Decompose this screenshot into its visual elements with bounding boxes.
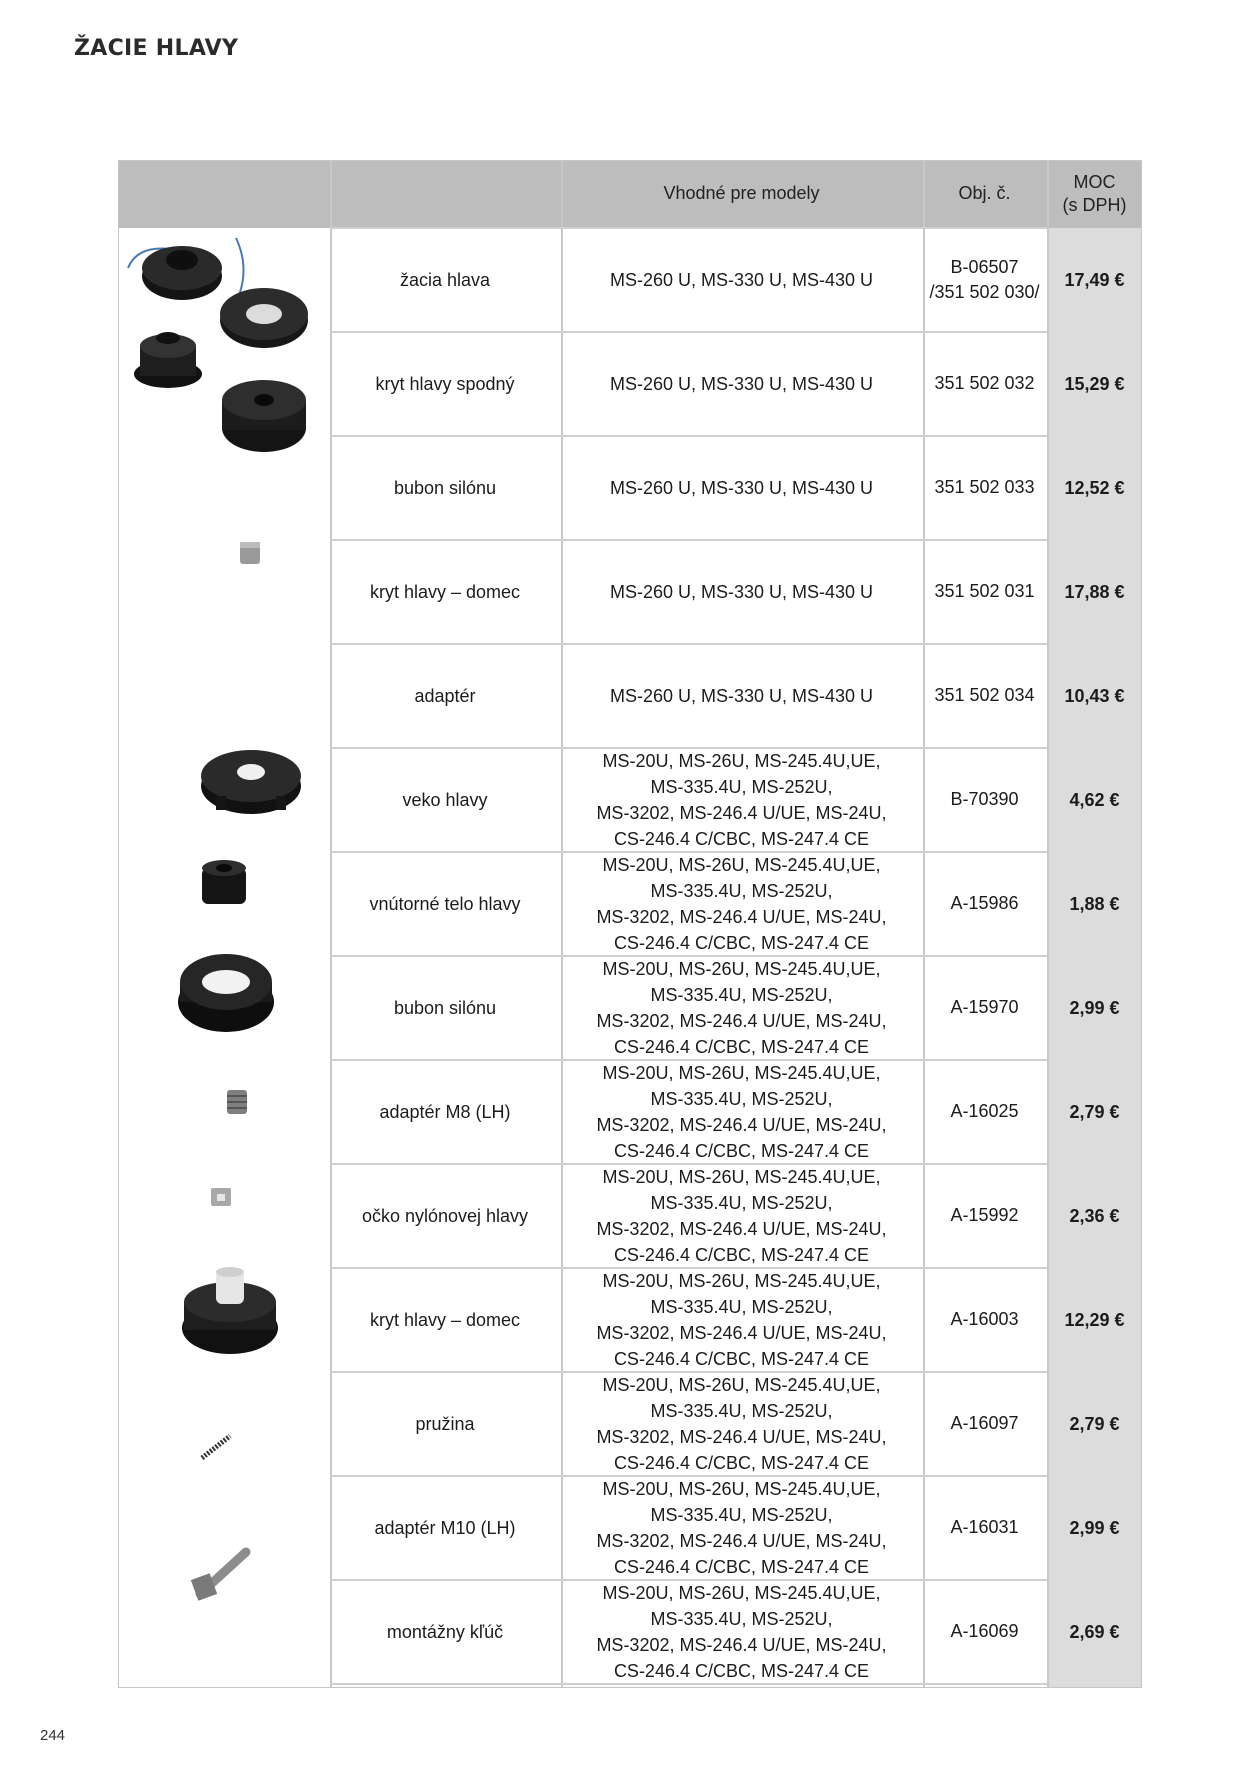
compatible-models: MS-260 U, MS-330 U, MS-430 U	[609, 581, 874, 602]
order-number: A-15970	[950, 997, 1019, 1018]
line-spool-image	[174, 946, 278, 1038]
order-number: B-70390	[950, 789, 1019, 810]
header-obj: Obj. č.	[958, 183, 1011, 204]
part-name: adaptér M8 (LH)	[379, 1101, 511, 1122]
row-divider	[330, 435, 1047, 437]
order-number: A-16069	[950, 1621, 1019, 1642]
part-name: žacia hlava	[399, 269, 491, 290]
order-number: A-15992	[950, 1205, 1019, 1226]
price: 2,36 €	[1069, 1205, 1120, 1226]
row-divider	[330, 1371, 1047, 1373]
table-row	[330, 436, 1142, 540]
column-divider	[923, 160, 925, 1688]
order-number: 351 502 032	[934, 373, 1035, 394]
table-header	[118, 160, 1142, 228]
line-eyelet-image	[208, 1184, 234, 1210]
column-divider	[561, 160, 563, 1688]
order-number: A-16003	[950, 1309, 1019, 1330]
parts-table	[118, 160, 1142, 1688]
trimmer-head-set-image	[118, 228, 330, 478]
order-number: 351 502 033	[934, 477, 1035, 498]
part-name: adaptér	[414, 685, 476, 706]
row-divider	[330, 643, 1047, 645]
table-row	[330, 1372, 1142, 1476]
table-row	[330, 1580, 1142, 1684]
part-name: kryt hlavy – domec	[369, 581, 521, 602]
price: 17,88 €	[1064, 581, 1125, 602]
order-number: B-06507 /351 502 030/	[929, 256, 1040, 302]
order-number: A-16097	[950, 1413, 1019, 1434]
table-row	[330, 1164, 1142, 1268]
table-row	[330, 748, 1142, 852]
page-title: ŽACIE HLAVY	[74, 36, 239, 61]
nut-image	[234, 536, 266, 568]
row-divider	[330, 227, 1047, 229]
price: 15,29 €	[1064, 373, 1125, 394]
table-row	[330, 228, 1142, 332]
part-name: montážny kľúč	[386, 1621, 504, 1642]
header-name	[330, 160, 560, 228]
compatible-models: MS-20U, MS-26U, MS-245.4U,UE, MS-335.4U, MS-252U, MS-3202, MS-246.4 U/UE, MS-24U, CS-246.4 C/CBC, MS-247.4 CE	[596, 1166, 887, 1266]
table-row	[330, 852, 1142, 956]
part-name: bubon silónu	[393, 477, 497, 498]
compatible-models: MS-20U, MS-26U, MS-245.4U,UE, MS-335.4U, MS-252U, MS-3202, MS-246.4 U/UE, MS-24U, CS-246.4 C/CBC, MS-247.4 CE	[596, 1270, 887, 1370]
mounting-key-image	[190, 1542, 256, 1608]
head-cover-image	[196, 740, 306, 824]
spring-image	[198, 1432, 234, 1462]
row-divider	[330, 331, 1047, 333]
row-divider	[330, 539, 1047, 541]
row-divider	[330, 1475, 1047, 1477]
part-name: kryt hlavy spodný	[375, 373, 515, 394]
part-name: kryt hlavy – domec	[369, 1309, 521, 1330]
page-number: 244	[40, 1727, 66, 1744]
order-number: A-16031	[950, 1517, 1019, 1538]
order-number: 351 502 034	[934, 685, 1035, 706]
order-number: 351 502 031	[934, 581, 1035, 602]
table-row	[330, 1476, 1142, 1580]
compatible-models: MS-20U, MS-26U, MS-245.4U,UE, MS-335.4U, MS-252U, MS-3202, MS-246.4 U/UE, MS-24U, CS-246.4 C/CBC, MS-247.4 CE	[596, 750, 887, 850]
table-row	[330, 540, 1142, 644]
column-divider	[1047, 160, 1049, 1688]
head-housing-image	[178, 1262, 282, 1358]
row-divider	[330, 851, 1047, 853]
order-number: A-15986	[950, 893, 1019, 914]
row-divider	[330, 955, 1047, 957]
header-price: MOC (s DPH)	[1062, 171, 1127, 215]
price: 2,79 €	[1069, 1101, 1120, 1122]
part-name: očko nylónovej hlavy	[361, 1205, 529, 1226]
price: 2,69 €	[1069, 1621, 1120, 1642]
compatible-models: MS-20U, MS-26U, MS-245.4U,UE, MS-335.4U, MS-252U, MS-3202, MS-246.4 U/UE, MS-24U, CS-246.4 C/CBC, MS-247.4 CE	[596, 958, 887, 1058]
compatible-models: MS-260 U, MS-330 U, MS-430 U	[609, 373, 874, 394]
price: 12,29 €	[1064, 1309, 1125, 1330]
row-divider	[330, 1683, 1047, 1685]
table-row	[330, 332, 1142, 436]
price: 12,52 €	[1064, 477, 1125, 498]
header-image	[118, 160, 330, 228]
table-row	[330, 956, 1142, 1060]
price: 2,79 €	[1069, 1413, 1120, 1434]
price: 4,62 €	[1069, 789, 1120, 810]
price: 2,99 €	[1069, 1517, 1120, 1538]
part-name: pružina	[415, 1413, 475, 1434]
adapter-m8-image	[224, 1086, 250, 1118]
header-models: Vhodné pre modely	[663, 183, 820, 204]
part-name: bubon silónu	[393, 997, 497, 1018]
column-divider	[330, 160, 332, 1688]
table-row	[330, 1268, 1142, 1372]
row-divider	[330, 1059, 1047, 1061]
table-row	[330, 1060, 1142, 1164]
compatible-models: MS-20U, MS-26U, MS-245.4U,UE, MS-335.4U, MS-252U, MS-3202, MS-246.4 U/UE, MS-24U, CS-246.4 C/CBC, MS-247.4 CE	[596, 1062, 887, 1162]
price: 1,88 €	[1069, 893, 1120, 914]
row-divider	[330, 1579, 1047, 1581]
part-name: vnútorné telo hlavy	[369, 893, 521, 914]
compatible-models: MS-260 U, MS-330 U, MS-430 U	[609, 477, 874, 498]
compatible-models: MS-20U, MS-26U, MS-245.4U,UE, MS-335.4U, MS-252U, MS-3202, MS-246.4 U/UE, MS-24U, CS-246.4 C/CBC, MS-247.4 CE	[596, 1582, 887, 1682]
inner-body-image	[196, 856, 252, 912]
part-name: veko hlavy	[402, 789, 488, 810]
table-row	[330, 644, 1142, 748]
price: 10,43 €	[1064, 685, 1125, 706]
image-column	[118, 228, 330, 1688]
compatible-models: MS-20U, MS-26U, MS-245.4U,UE, MS-335.4U, MS-252U, MS-3202, MS-246.4 U/UE, MS-24U, CS-246.4 C/CBC, MS-247.4 CE	[596, 1478, 887, 1578]
price: 17,49 €	[1064, 269, 1125, 290]
compatible-models: MS-20U, MS-26U, MS-245.4U,UE, MS-335.4U, MS-252U, MS-3202, MS-246.4 U/UE, MS-24U, CS-246.4 C/CBC, MS-247.4 CE	[596, 1374, 887, 1474]
row-divider	[330, 1163, 1047, 1165]
row-divider	[330, 747, 1047, 749]
compatible-models: MS-20U, MS-26U, MS-245.4U,UE, MS-335.4U, MS-252U, MS-3202, MS-246.4 U/UE, MS-24U, CS-246.4 C/CBC, MS-247.4 CE	[596, 854, 887, 954]
part-name: adaptér M10 (LH)	[374, 1517, 516, 1538]
compatible-models: MS-260 U, MS-330 U, MS-430 U	[609, 269, 874, 290]
order-number: A-16025	[950, 1101, 1019, 1122]
price: 2,99 €	[1069, 997, 1120, 1018]
compatible-models: MS-260 U, MS-330 U, MS-430 U	[609, 685, 874, 706]
row-divider	[330, 1267, 1047, 1269]
